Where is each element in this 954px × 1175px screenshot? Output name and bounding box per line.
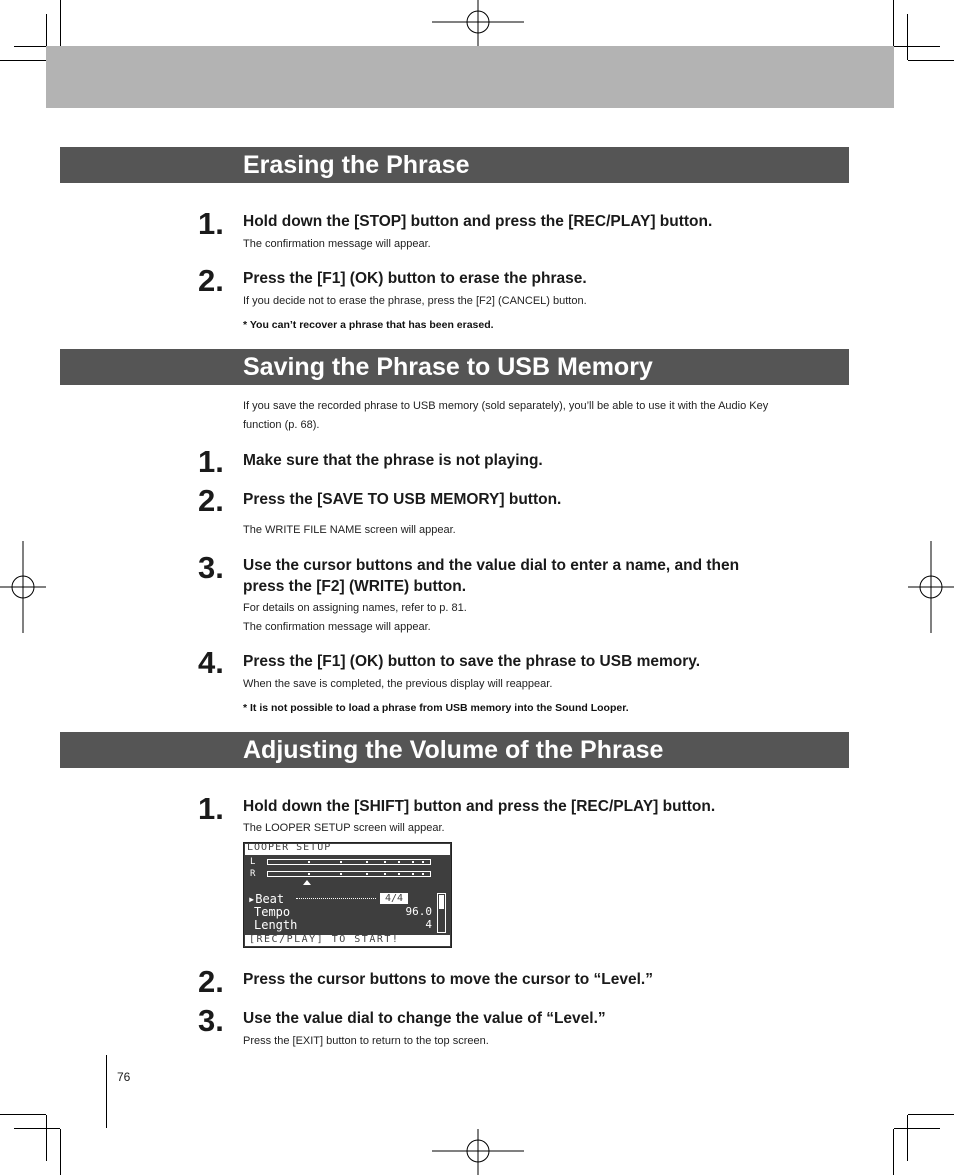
lcd-row-value-selected: 4/4 [380,893,408,904]
step-body: For details on assigning names, refer to p. 81. [243,602,467,614]
step-number: 2. [198,483,224,518]
lcd-header-text: LOOPER SETUP [247,842,332,853]
step-body: The WRITE FILE NAME screen will appear. [243,524,456,536]
section-title: Saving the Phrase to USB Memory [243,353,653,381]
registration-mark-top [432,0,524,46]
step-heading: Use the value dial to change the value of “Level.” [243,1010,606,1027]
step-heading: Press the [F1] (OK) button to save the phrase to USB memory. [243,653,701,670]
step-body: If you decide not to erase the phrase, press the [F2] (CANCEL) button. [243,295,587,307]
step-heading: Make sure that the phrase is not playing. [243,452,543,469]
lcd-row-value: 96.0 [405,905,432,918]
step-heading: Press the cursor buttons to move the cursor to “Level.” [243,971,653,988]
step-number: 2. [198,263,224,298]
section-header-erasing [60,147,849,183]
looper-setup-screen [243,842,452,948]
registration-mark-left [0,541,46,633]
lcd-scrollbar [437,893,446,933]
lcd-channel-label: R [250,869,256,879]
lcd-channel-label: L [250,857,256,867]
step-number: 4. [198,645,224,680]
step-number: 1. [198,206,224,241]
lcd-header [245,844,450,855]
lcd-level-meter-l [267,859,431,865]
step-number: 2. [198,964,224,999]
page-number: 76 [117,1070,131,1084]
step-heading: Use the cursor buttons and the value dial to enter a name, and then [243,557,740,574]
registration-mark-bottom [432,1129,524,1175]
lcd-row-label: Tempo [254,905,291,919]
section-title: Adjusting the Volume of the Phrase [243,736,664,764]
step-body: Press the [EXIT] button to return to the top screen. [243,1035,489,1047]
step-number: 1. [198,791,224,826]
intro-text: If you save the recorded phrase to USB memory (sold separately), you’ll be able to use it with the Audio Key [243,400,769,412]
lcd-row-label: ▸Beat [248,892,285,906]
step-body: The LOOPER SETUP screen will appear. [243,822,445,834]
note: * You can’t recover a phrase that has been erased. [243,319,494,331]
step-body: When the save is completed, the previous display will reappear. [243,678,553,690]
step-body: The confirmation message will appear. [243,238,431,250]
lcd-dot-leader [296,898,376,899]
header-band [46,46,894,108]
lcd-footer [245,935,450,946]
lcd-marker-icon [303,880,311,885]
registration-mark-right [908,541,954,633]
section-header-adjusting [60,732,849,768]
step-heading: press the [F2] (WRITE) button. [243,578,467,595]
step-heading: Hold down the [SHIFT] button and press the [REC/PLAY] button. [243,798,716,815]
lcd-row-label: Length [254,918,298,932]
step-number: 3. [198,1003,224,1038]
intro-text: function (p. 68). [243,419,320,431]
step-number: 1. [198,444,224,479]
step-heading: Press the [SAVE TO USB MEMORY] button. [243,491,562,508]
step-heading: Press the [F1] (OK) button to erase the phrase. [243,270,587,287]
step-number: 3. [198,550,224,585]
lcd-footer-text: [REC/PLAY] TO START! [249,934,400,945]
step-heading: Hold down the [STOP] button and press the [REC/PLAY] button. [243,213,713,230]
section-header-saving [60,349,849,385]
lcd-level-meter-r [267,871,431,877]
lcd-row-value: 4 [425,918,432,931]
note: * It is not possible to load a phrase from USB memory into the Sound Looper. [243,702,629,714]
section-title: Erasing the Phrase [243,151,470,179]
step-body: The confirmation message will appear. [243,621,431,633]
